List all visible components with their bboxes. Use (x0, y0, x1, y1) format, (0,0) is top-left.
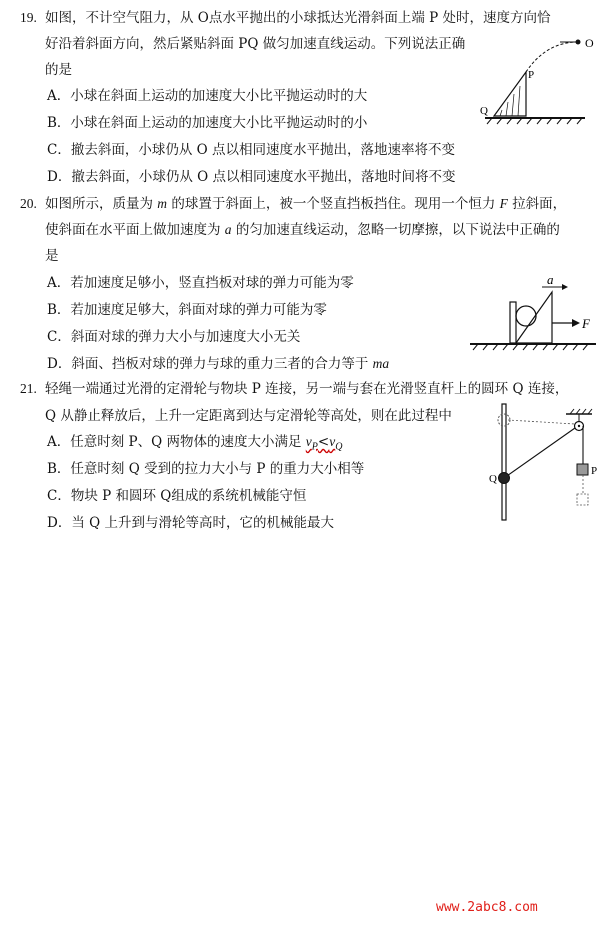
q20-stem-text: 如图所示，质量为 (45, 196, 158, 212)
q20-figure-label-a: a (547, 272, 554, 287)
q19-option-b: B．小球在斜面上运动的加速度大小比平抛运动时的小 (47, 115, 368, 131)
q21-velocity-relation (305, 434, 343, 453)
q20-stem-text: 的球置于斜面上，被一个竖直挡板挡住。现用一个恒力 (167, 196, 500, 212)
q21-figure-label-p: P (591, 465, 598, 477)
q21-vq-symbol: v (329, 434, 336, 449)
q20-option-c: C．斜面对球的弹力大小与加速度大小无关 (47, 329, 301, 345)
q19-option-a: A．小球在斜面上运动的加速度大小比平抛运动时的大 (47, 88, 368, 104)
q21-option-d: D．当 Q 上升到与滑轮等高时，它的机械能最大 (47, 515, 334, 531)
q20-force-symbol: F (499, 196, 508, 211)
q21-stem-line1: 轻绳一端通过光滑的定滑轮与物块 P 连接，另一端与套在光滑竖直杆上的圆环 Q 连接， (45, 381, 569, 397)
q20-stem-line2 (45, 221, 560, 239)
q20-option-a: A．若加速度足够小，竖直挡板对球的弹力可能为零 (47, 275, 354, 291)
q21-vp-symbol: v (305, 434, 312, 449)
q20-stem-line1 (45, 195, 566, 213)
q20-figure-label-f: F (582, 316, 590, 331)
q20-number: 20. (20, 196, 37, 211)
q21-option-b: B．任意时刻 Q 受到的拉力大小与 P 的重力大小相等 (47, 461, 365, 477)
q19-figure-label-p: P (528, 69, 535, 81)
q21-vq-subscript: Q (335, 441, 343, 453)
q19-figure-label-o: O (585, 36, 594, 50)
q20-stem-text: 的匀加速直线运动，忽略一切摩擦，以下说法中正确的 (231, 222, 560, 238)
q20-stem-text: 拉斜面， (507, 196, 567, 212)
q20-option-d-text: D．斜面、挡板对球的弹力与球的重力三者的合力等于 (47, 356, 373, 372)
q19-figure-label-q: Q (480, 105, 488, 117)
q20-stem-line3: 是 (45, 248, 59, 264)
q21-figure-label-q: Q (489, 473, 497, 485)
q20-stem-text: 使斜面在水平面上做加速度为 (45, 222, 225, 238)
q19-option-d: D．撤去斜面，小球仍从 O 点以相同速度水平抛出，落地时间将不变 (47, 169, 456, 185)
q19-option-c: C．撤去斜面，小球仍从 O 点以相同速度水平抛出，落地速率将不变 (47, 142, 455, 158)
q21-figure (486, 400, 601, 525)
q21-number: 21. (20, 381, 37, 396)
q21-option-c: C．物块 P 和圆环 Q组成的系统机械能守恒 (47, 488, 307, 504)
q20-option-b: B．若加速度足够大，斜面对球的弹力可能为零 (47, 302, 327, 318)
q19-figure (480, 30, 605, 130)
q19-stem-line3: 的是 (45, 62, 72, 78)
q21-stem-line2: Q 从静止释放后，上升一定距离到达与定滑轮等高处，则在此过程中 (45, 408, 452, 424)
q19-stem-line2: 好沿着斜面方向，然后紧贴斜面 PQ 做匀加速直线运动。下列说法正确 (45, 36, 466, 52)
q21-less-than: < (317, 434, 330, 450)
q20-mass-symbol: m (157, 196, 168, 211)
watermark: www.2abc8.com (436, 900, 538, 915)
q20-option-d-ma: ma (372, 356, 390, 371)
q21-option-a-text: A．任意时刻 P、Q 两物体的速度大小满足 (47, 434, 306, 450)
q21-option-a (47, 433, 342, 457)
q19-number: 19. (20, 10, 37, 25)
q20-figure (468, 272, 598, 354)
q20-accel-symbol: a (224, 222, 232, 237)
q21-vp-subscript: P (311, 441, 318, 453)
q19-stem-line1: 如图，不计空气阻力，从 O点水平抛出的小球抵达光滑斜面上端 P 处时，速度方向恰 (45, 10, 551, 26)
q20-option-d (47, 355, 389, 373)
